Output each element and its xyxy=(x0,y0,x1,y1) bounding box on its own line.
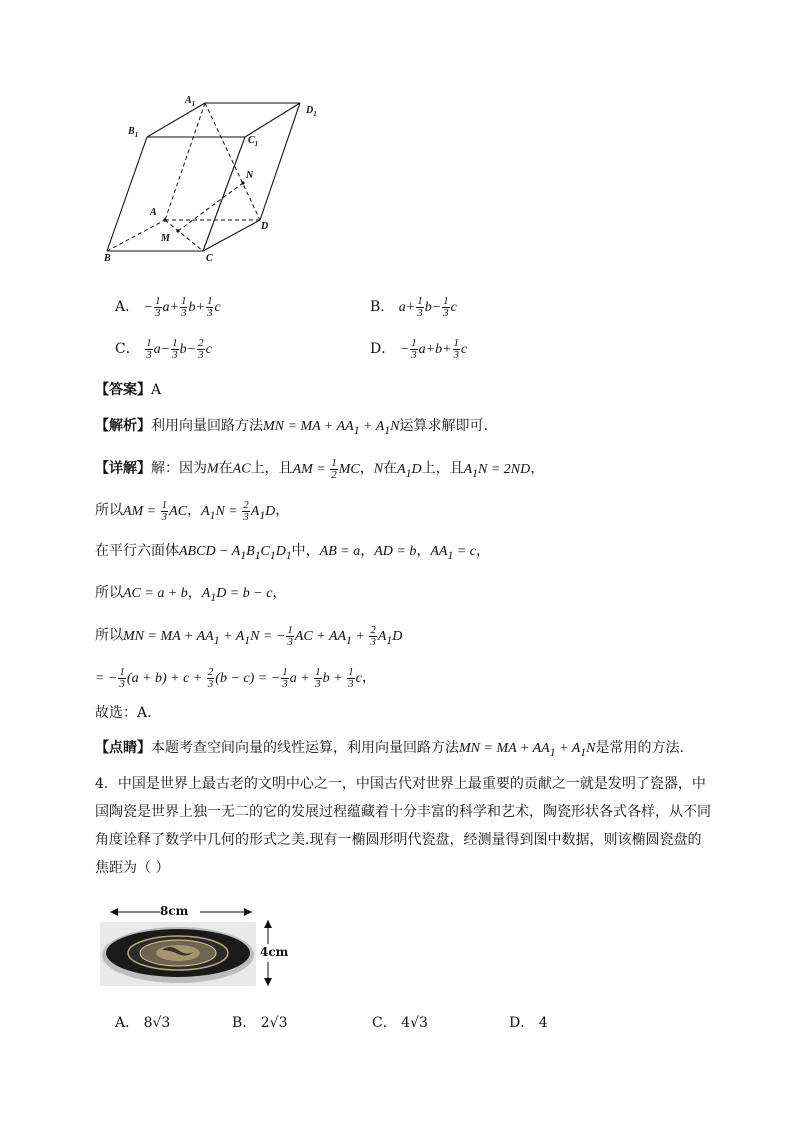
parallelepiped-figure xyxy=(100,95,340,270)
q3-option-d[interactable]: D． − $\frac{1}{3}$ a+b+ $\frac{1}{3}$ c xyxy=(370,337,468,362)
label-c1: $C_1$ xyxy=(248,135,259,148)
q3-option-a[interactable]: A． − $\frac{1}{3}$ a+ $\frac{1}{3}$ b+ $\frac{1}{3}$ c xyxy=(115,295,221,320)
edge-b1b xyxy=(107,137,147,251)
edge-a1d-hidden xyxy=(205,103,260,220)
edge-d1d xyxy=(260,103,300,220)
q4-option-b[interactable]: B． 2√3 xyxy=(232,1015,288,1031)
edge-a1a-hidden xyxy=(165,103,205,220)
detail-line-6: = − $\frac{1}{3}$ (a + b) + c + $\frac{2}{3}$ (b − c) = − $\frac{1}{3}$ a + $\frac{1}{3}$ b + $\frac{1}{3}$ c， xyxy=(95,666,376,690)
detail-conclusion: 故选：A. xyxy=(95,705,152,721)
detail-line-3: 在平行六面体ABCD − $A_1B_1C_1D_1$中，AB = a，AD = b，$AA_1 = c$， xyxy=(95,543,490,562)
ellipse-plate-photo xyxy=(100,922,256,986)
detail-line-2: 所以AM = $\frac{1}{3}$ AC，$A_1N$ = $\frac{2}{3}$ $A_1D$， xyxy=(95,499,290,523)
q4-option-a[interactable]: A． 8√3 xyxy=(115,1015,171,1031)
label-c: C xyxy=(206,253,213,264)
label-b: B xyxy=(104,253,111,264)
label-m: M xyxy=(161,233,170,244)
q3-option-b[interactable]: B． a+ $\frac{1}{3}$ b− $\frac{1}{3}$ c xyxy=(370,295,457,320)
q3-option-c[interactable]: C． $\frac{1}{3}$ a− $\frac{1}{3}$ b− $\frac{2}{3}$ c xyxy=(115,337,212,362)
edge-d1c1 xyxy=(245,103,300,137)
analysis-line: 【解析】利用向量回路方法MN = MA + $AA_1 + A_1N$运算求解即可. xyxy=(95,418,488,437)
q4-stem: 4．中国是世界上最古老的文明中心之一，中国古代对世界上最重要的贡献之一就是发明了瓷器，中国陶瓷是世界上独一无二的它的发展过程蕴藏着十分丰富的科学和艺术，陶瓷形状各式各样，从不同角度诠释了数学中几何的形式之美.现有一椭圆形明代瓷盘，经测量得到图中数据，则该椭圆瓷盘的焦距为（ ） xyxy=(95,776,711,876)
q4-option-d[interactable]: D． 4 xyxy=(509,1015,548,1031)
label-d: D xyxy=(261,221,269,232)
plate-height-label: 4cm xyxy=(260,945,289,959)
comment-line: 【点睛】本题考查空间向量的线性运算，利用向量回路方法MN = MA + $AA_1 + A_1N$是常用的方法. xyxy=(95,740,684,759)
label-a: A xyxy=(150,207,157,218)
detail-line-5: 所以MN = MA + $AA_1 + A_1N$ = − $\frac{1}{3}$ AC + $AA_1$ + $\frac{2}{3}$ $A_1D$ xyxy=(95,624,403,648)
edge-b1a1 xyxy=(147,103,205,137)
q4-option-c[interactable]: C． 4√3 xyxy=(372,1015,428,1031)
label-b1: $B_1$ xyxy=(128,126,139,139)
label-a1: $A_1$ xyxy=(185,95,196,108)
label-n: N xyxy=(246,170,254,181)
label-d1: $D_1$ xyxy=(306,105,317,118)
answer-line: 【答案】A xyxy=(95,382,162,398)
edge-c1c xyxy=(203,137,245,251)
edge-cd xyxy=(203,220,260,251)
detail-line-4: 所以AC = a + b，$A_1D = b - c$， xyxy=(95,585,287,604)
edge-ac-hidden xyxy=(165,220,203,251)
detail-line-1: 【详解】解：因为M在AC上，且AM = $\frac{1}{2}$ MC，N在$A_1D$上，且$A_1N = 2ND$， xyxy=(95,457,545,481)
plate-width-label: 8cm xyxy=(160,904,189,918)
segment-mn-hidden xyxy=(178,183,243,231)
